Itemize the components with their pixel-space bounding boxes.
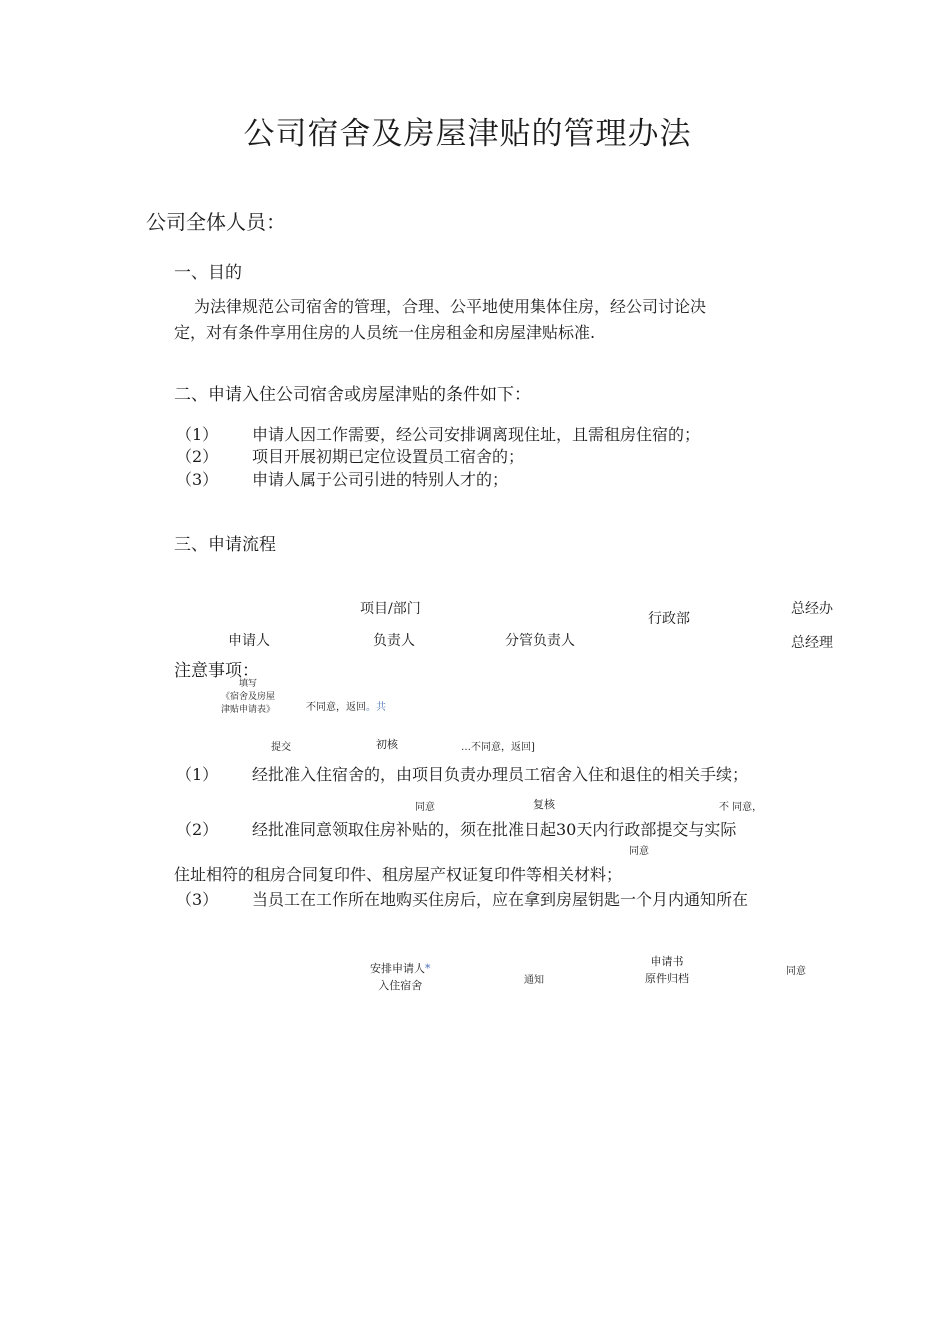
flow-archive-line-1: 申请书 bbox=[650, 955, 684, 968]
flow-not-agree: 不 同意， bbox=[719, 802, 763, 813]
flow-col-admin: 行政部 bbox=[648, 611, 690, 627]
condition-item-text: 申请人因工作需要，经公司安排调离现住址，且需租房住宿的； bbox=[252, 425, 701, 444]
note-item-text: 经批准入住宿舍的，由项目负责办理员工宿舍入住和退住的相关手续； bbox=[252, 765, 749, 784]
section-process-heading: 三、申请流程 bbox=[174, 535, 276, 555]
note-item-number: （2） bbox=[176, 820, 219, 839]
note-item-number: （3） bbox=[176, 890, 219, 909]
flow-notify: 通知 bbox=[524, 975, 544, 986]
flow-agree-1: 同意 bbox=[415, 802, 435, 813]
flow-arrange-box bbox=[370, 960, 431, 994]
flow-agree-2: 同意 bbox=[629, 846, 649, 857]
flow-arrange-line-2: 入住宿舍 bbox=[378, 979, 423, 992]
flow-disagree-return-2 bbox=[461, 738, 535, 753]
flow-arrange-line-1: 安排申请人 bbox=[370, 962, 425, 975]
condition-item-number: （1） bbox=[176, 425, 219, 444]
flow-archive-box bbox=[645, 953, 689, 987]
section-purpose-heading: 一、目的 bbox=[174, 263, 242, 283]
section-conditions-heading: 二、申请入住公司宿舍或房屋津贴的条件如下： bbox=[174, 385, 531, 405]
addressee: 公司全体人员： bbox=[146, 210, 286, 234]
note-item-text: 当员工在工作所在地购买住房后，应在拿到房屋钥匙一个月内通知所在 bbox=[252, 890, 749, 909]
flow-col-supervisor: 分管负责人 bbox=[505, 633, 575, 649]
flow-fill-form-box bbox=[212, 678, 284, 717]
note-item-2-continuation: 住址相符的租房合同复印件、租房屋产权证复印件等相关材料； bbox=[174, 865, 623, 884]
flow-fill-line-1: 填写 bbox=[238, 679, 257, 689]
purpose-text-line-1: 为法律规范公司宿舍的管理，合理、公平地使用集体住房，经公司讨论决 bbox=[194, 297, 707, 316]
flow-submit-label: 提交 bbox=[271, 742, 291, 753]
flow-disagree-return-1-tail: 。共 bbox=[366, 702, 386, 713]
flow-initial-review: 初核 bbox=[376, 738, 398, 751]
condition-item-number: （3） bbox=[176, 470, 219, 489]
flow-fill-line-3: 津贴申请表》 bbox=[220, 705, 275, 715]
flow-arrange-mark: * bbox=[425, 962, 431, 975]
flow-disagree-return-2-text: …不同意，返回 bbox=[461, 742, 531, 753]
flow-col-gm-office: 总经办 bbox=[791, 601, 833, 617]
flow-col-applicant: 申请人 bbox=[228, 633, 270, 649]
condition-item-text: 项目开展初期已定位设置员工宿舍的； bbox=[252, 447, 525, 466]
flow-disagree-return-1 bbox=[306, 698, 386, 713]
page-title: 公司宿舍及房屋津贴的管理办法 bbox=[243, 116, 692, 152]
flow-recheck: 复核 bbox=[533, 798, 555, 811]
flow-col-project-bottom: 负责人 bbox=[373, 633, 415, 649]
note-item-text: 经批准同意领取住房补贴的，须在批准日起30天内行政部提交与实际 bbox=[252, 820, 737, 839]
flow-archive-line-2: 原件归档 bbox=[645, 972, 689, 985]
note-item-number: （1） bbox=[176, 765, 219, 784]
flow-disagree-return-1-text: 不同意，返回 bbox=[306, 702, 366, 713]
notes-heading: 注意事项： bbox=[174, 661, 259, 681]
condition-item-text: 申请人属于公司引进的特别人才的； bbox=[252, 470, 509, 489]
flow-agree-3: 同意 bbox=[786, 966, 806, 977]
flow-col-gm: 总经理 bbox=[791, 635, 833, 651]
purpose-text-line-2: 定，对有条件享用住房的人员统一住房租金和房屋津贴标准. bbox=[174, 323, 596, 342]
flow-disagree-return-2-tail: ] bbox=[531, 742, 535, 753]
flow-col-project-top: 项目/部门 bbox=[360, 601, 421, 617]
flow-fill-line-2: 《宿舍及房屋 bbox=[220, 692, 275, 702]
condition-item-number: （2） bbox=[176, 447, 219, 466]
